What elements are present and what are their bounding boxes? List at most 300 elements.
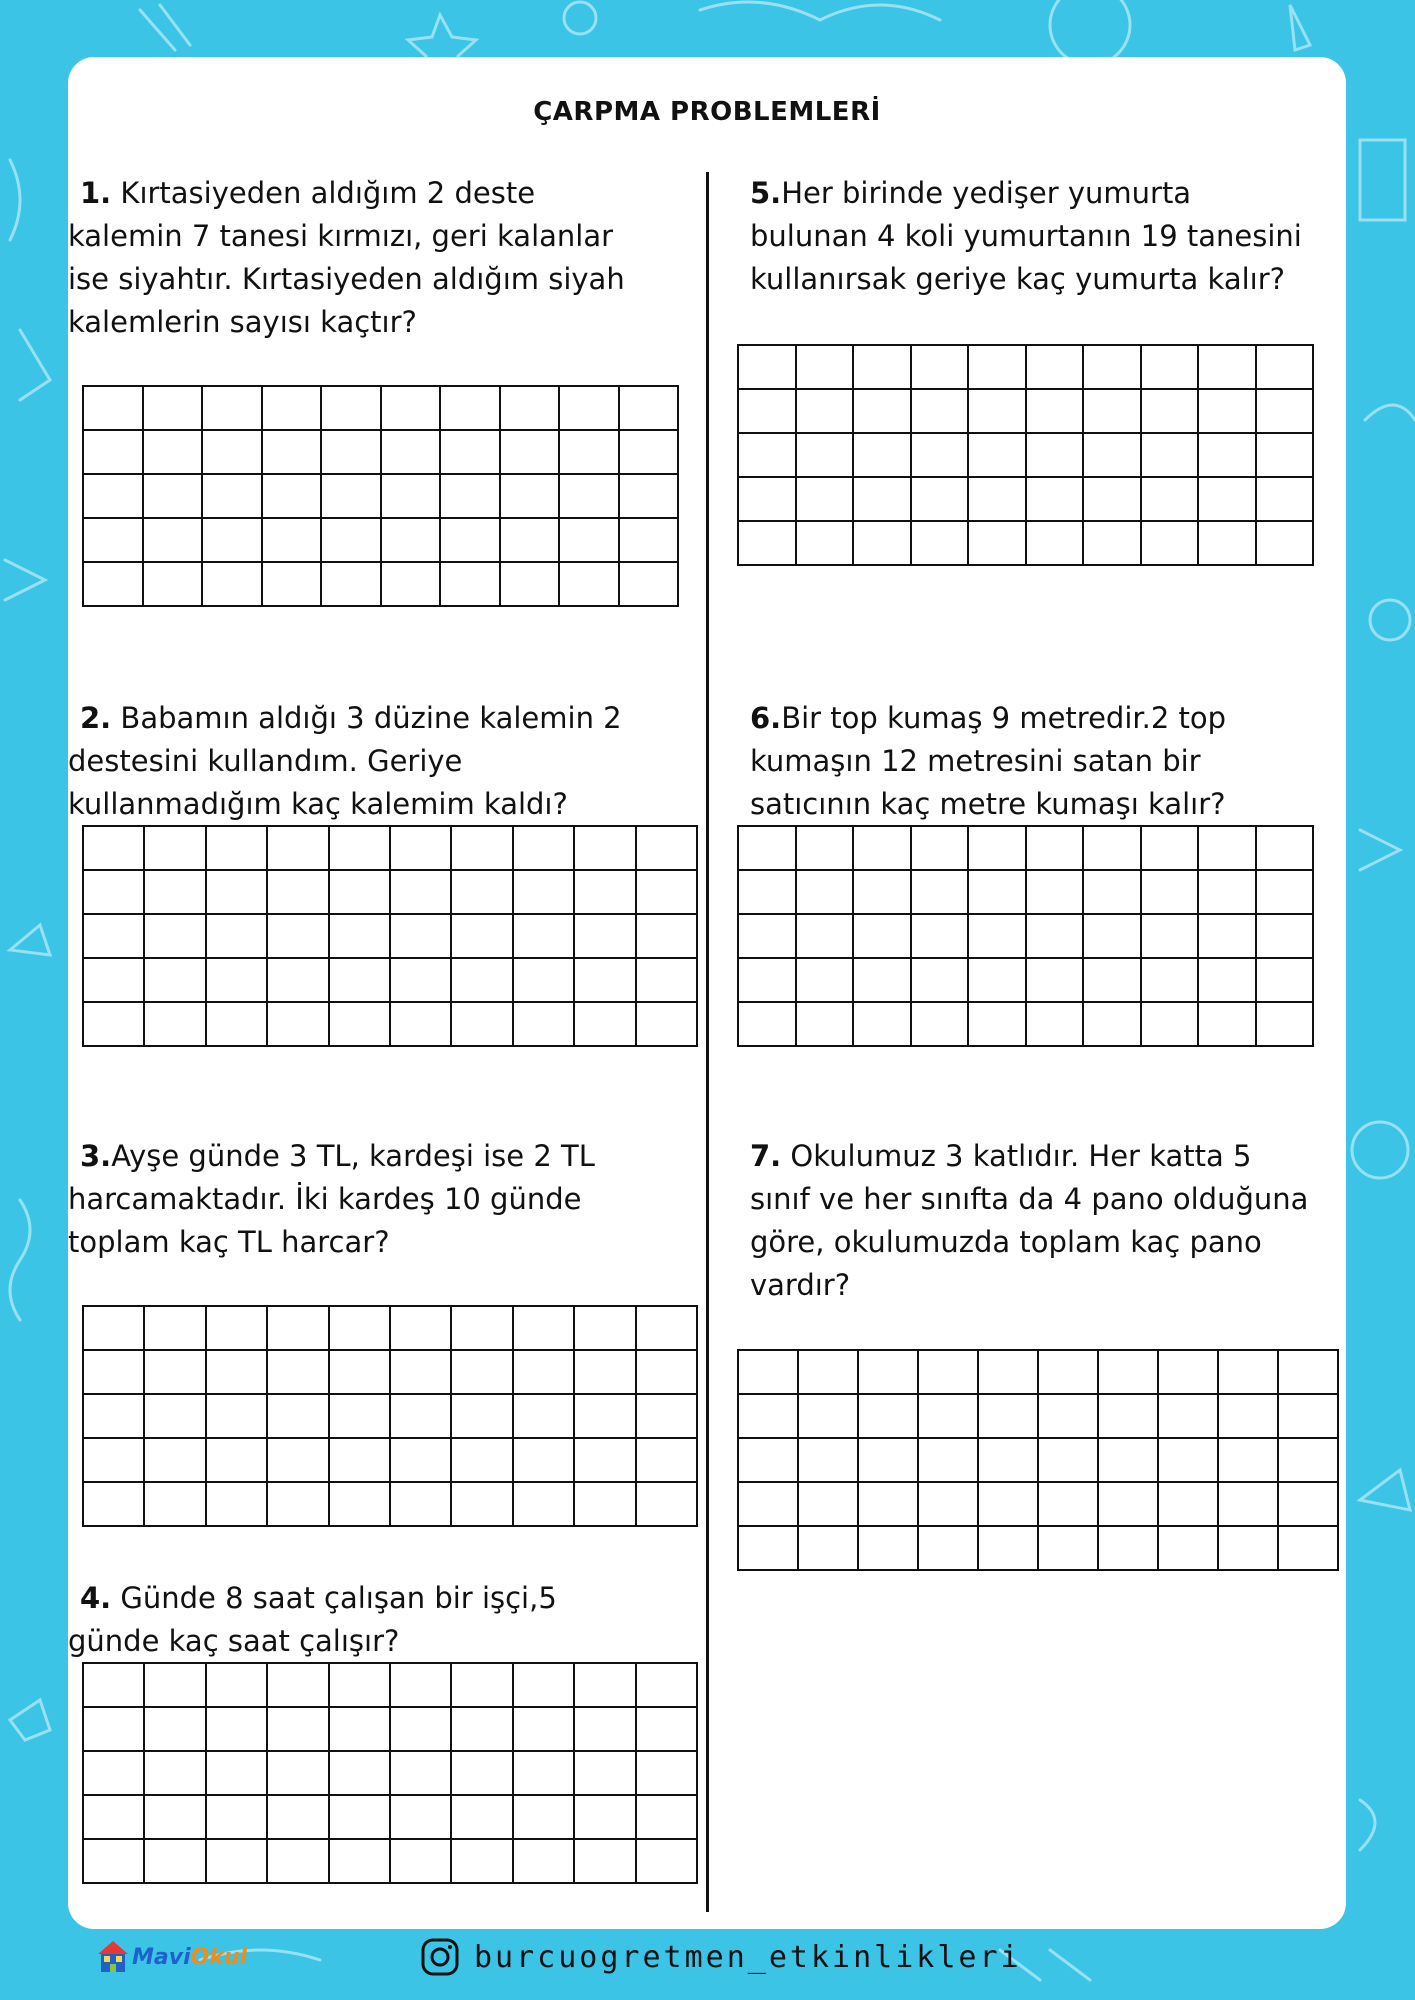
- grid-cell[interactable]: [1159, 1483, 1219, 1527]
- grid-cell[interactable]: [575, 1307, 636, 1351]
- grid-cell[interactable]: [145, 1307, 206, 1351]
- grid-cell[interactable]: [575, 1752, 636, 1796]
- grid-cell[interactable]: [854, 434, 912, 478]
- answer-grid-3[interactable]: [82, 1305, 698, 1527]
- grid-cell[interactable]: [575, 959, 636, 1003]
- grid-cell[interactable]: [268, 827, 329, 871]
- grid-cell[interactable]: [322, 475, 382, 519]
- grid-cell[interactable]: [575, 1003, 636, 1047]
- grid-cell[interactable]: [514, 915, 575, 959]
- grid-cell[interactable]: [391, 1003, 452, 1047]
- grid-cell[interactable]: [1084, 915, 1142, 959]
- grid-cell[interactable]: [263, 519, 323, 563]
- answer-grid-2[interactable]: [82, 825, 698, 1047]
- grid-cell[interactable]: [501, 431, 561, 475]
- grid-cell[interactable]: [919, 1439, 979, 1483]
- grid-cell[interactable]: [739, 1351, 799, 1395]
- grid-cell[interactable]: [145, 1483, 206, 1527]
- grid-cell[interactable]: [739, 915, 797, 959]
- grid-cell[interactable]: [575, 1483, 636, 1527]
- grid-cell[interactable]: [797, 871, 855, 915]
- grid-cell[interactable]: [330, 1840, 391, 1884]
- grid-cell[interactable]: [979, 1439, 1039, 1483]
- grid-cell[interactable]: [797, 915, 855, 959]
- grid-cell[interactable]: [1199, 522, 1257, 566]
- grid-cell[interactable]: [330, 1664, 391, 1708]
- grid-cell[interactable]: [912, 434, 970, 478]
- grid-cell[interactable]: [919, 1483, 979, 1527]
- grid-cell[interactable]: [452, 1796, 513, 1840]
- answer-grid-1[interactable]: [82, 385, 679, 607]
- grid-cell[interactable]: [268, 959, 329, 1003]
- grid-cell[interactable]: [145, 1351, 206, 1395]
- grid-cell[interactable]: [144, 475, 204, 519]
- grid-cell[interactable]: [637, 827, 698, 871]
- grid-cell[interactable]: [207, 827, 268, 871]
- grid-cell[interactable]: [575, 915, 636, 959]
- answer-grid-5[interactable]: [737, 344, 1314, 566]
- grid-cell[interactable]: [514, 1483, 575, 1527]
- grid-cell[interactable]: [263, 431, 323, 475]
- grid-cell[interactable]: [799, 1483, 859, 1527]
- grid-cell[interactable]: [452, 1439, 513, 1483]
- grid-cell[interactable]: [514, 1752, 575, 1796]
- grid-cell[interactable]: [452, 1395, 513, 1439]
- grid-cell[interactable]: [268, 1752, 329, 1796]
- grid-cell[interactable]: [854, 522, 912, 566]
- grid-cell[interactable]: [84, 475, 144, 519]
- grid-cell[interactable]: [575, 1351, 636, 1395]
- grid-cell[interactable]: [1142, 871, 1200, 915]
- grid-cell[interactable]: [263, 475, 323, 519]
- grid-cell[interactable]: [1199, 434, 1257, 478]
- grid-cell[interactable]: [207, 1003, 268, 1047]
- grid-cell[interactable]: [84, 1840, 145, 1884]
- grid-cell[interactable]: [1279, 1439, 1339, 1483]
- grid-cell[interactable]: [1279, 1351, 1339, 1395]
- grid-cell[interactable]: [382, 387, 442, 431]
- grid-cell[interactable]: [1142, 390, 1200, 434]
- grid-cell[interactable]: [854, 827, 912, 871]
- grid-cell[interactable]: [452, 915, 513, 959]
- grid-cell[interactable]: [979, 1351, 1039, 1395]
- answer-grid-7[interactable]: [737, 1349, 1339, 1571]
- grid-cell[interactable]: [912, 827, 970, 871]
- grid-cell[interactable]: [207, 1796, 268, 1840]
- grid-cell[interactable]: [84, 1307, 145, 1351]
- grid-cell[interactable]: [322, 519, 382, 563]
- grid-cell[interactable]: [854, 346, 912, 390]
- grid-cell[interactable]: [859, 1395, 919, 1439]
- grid-cell[interactable]: [330, 1752, 391, 1796]
- grid-cell[interactable]: [441, 431, 501, 475]
- grid-cell[interactable]: [268, 1840, 329, 1884]
- grid-cell[interactable]: [969, 827, 1027, 871]
- grid-cell[interactable]: [1027, 434, 1085, 478]
- grid-cell[interactable]: [1099, 1483, 1159, 1527]
- grid-cell[interactable]: [1039, 1395, 1099, 1439]
- grid-cell[interactable]: [979, 1527, 1039, 1571]
- grid-cell[interactable]: [637, 1708, 698, 1752]
- grid-cell[interactable]: [441, 387, 501, 431]
- grid-cell[interactable]: [514, 1439, 575, 1483]
- grid-cell[interactable]: [391, 1708, 452, 1752]
- grid-cell[interactable]: [1039, 1439, 1099, 1483]
- grid-cell[interactable]: [207, 1664, 268, 1708]
- grid-cell[interactable]: [391, 1752, 452, 1796]
- grid-cell[interactable]: [1084, 871, 1142, 915]
- grid-cell[interactable]: [452, 871, 513, 915]
- grid-cell[interactable]: [1257, 827, 1315, 871]
- grid-cell[interactable]: [84, 1395, 145, 1439]
- grid-cell[interactable]: [919, 1351, 979, 1395]
- grid-cell[interactable]: [969, 434, 1027, 478]
- grid-cell[interactable]: [1084, 522, 1142, 566]
- grid-cell[interactable]: [799, 1527, 859, 1571]
- grid-cell[interactable]: [84, 1664, 145, 1708]
- grid-cell[interactable]: [203, 519, 263, 563]
- grid-cell[interactable]: [268, 1664, 329, 1708]
- grid-cell[interactable]: [382, 563, 442, 607]
- grid-cell[interactable]: [145, 1439, 206, 1483]
- grid-cell[interactable]: [1084, 346, 1142, 390]
- grid-cell[interactable]: [203, 431, 263, 475]
- grid-cell[interactable]: [979, 1483, 1039, 1527]
- grid-cell[interactable]: [912, 915, 970, 959]
- grid-cell[interactable]: [84, 1003, 145, 1047]
- grid-cell[interactable]: [739, 522, 797, 566]
- grid-cell[interactable]: [1199, 827, 1257, 871]
- grid-cell[interactable]: [501, 563, 561, 607]
- grid-cell[interactable]: [1027, 1003, 1085, 1047]
- grid-cell[interactable]: [739, 827, 797, 871]
- grid-cell[interactable]: [322, 563, 382, 607]
- grid-cell[interactable]: [854, 871, 912, 915]
- grid-cell[interactable]: [330, 1708, 391, 1752]
- grid-cell[interactable]: [330, 1483, 391, 1527]
- grid-cell[interactable]: [1039, 1527, 1099, 1571]
- grid-cell[interactable]: [330, 959, 391, 1003]
- grid-cell[interactable]: [1027, 959, 1085, 1003]
- grid-cell[interactable]: [575, 1439, 636, 1483]
- grid-cell[interactable]: [1219, 1439, 1279, 1483]
- grid-cell[interactable]: [575, 827, 636, 871]
- grid-cell[interactable]: [1142, 959, 1200, 1003]
- grid-cell[interactable]: [637, 1351, 698, 1395]
- grid-cell[interactable]: [739, 1527, 799, 1571]
- grid-cell[interactable]: [330, 1003, 391, 1047]
- answer-grid-4[interactable]: [82, 1662, 698, 1884]
- grid-cell[interactable]: [739, 871, 797, 915]
- grid-cell[interactable]: [145, 1003, 206, 1047]
- grid-cell[interactable]: [441, 475, 501, 519]
- grid-cell[interactable]: [1279, 1527, 1339, 1571]
- grid-cell[interactable]: [207, 959, 268, 1003]
- grid-cell[interactable]: [501, 519, 561, 563]
- grid-cell[interactable]: [84, 1483, 145, 1527]
- grid-cell[interactable]: [207, 1840, 268, 1884]
- grid-cell[interactable]: [145, 1840, 206, 1884]
- grid-cell[interactable]: [1039, 1351, 1099, 1395]
- grid-cell[interactable]: [1159, 1527, 1219, 1571]
- grid-cell[interactable]: [1142, 827, 1200, 871]
- grid-cell[interactable]: [969, 346, 1027, 390]
- grid-cell[interactable]: [330, 1796, 391, 1840]
- grid-cell[interactable]: [560, 563, 620, 607]
- grid-cell[interactable]: [1027, 390, 1085, 434]
- grid-cell[interactable]: [1099, 1395, 1159, 1439]
- grid-cell[interactable]: [859, 1351, 919, 1395]
- grid-cell[interactable]: [1257, 434, 1315, 478]
- grid-cell[interactable]: [637, 1483, 698, 1527]
- grid-cell[interactable]: [739, 1439, 799, 1483]
- grid-cell[interactable]: [84, 387, 144, 431]
- grid-cell[interactable]: [207, 915, 268, 959]
- grid-cell[interactable]: [912, 478, 970, 522]
- grid-cell[interactable]: [452, 1752, 513, 1796]
- grid-cell[interactable]: [514, 1664, 575, 1708]
- grid-cell[interactable]: [1257, 390, 1315, 434]
- grid-cell[interactable]: [452, 1307, 513, 1351]
- grid-cell[interactable]: [1084, 434, 1142, 478]
- grid-cell[interactable]: [854, 915, 912, 959]
- grid-cell[interactable]: [207, 1483, 268, 1527]
- grid-cell[interactable]: [912, 390, 970, 434]
- grid-cell[interactable]: [797, 522, 855, 566]
- grid-cell[interactable]: [207, 1439, 268, 1483]
- grid-cell[interactable]: [1142, 478, 1200, 522]
- grid-cell[interactable]: [268, 1003, 329, 1047]
- grid-cell[interactable]: [514, 1351, 575, 1395]
- grid-cell[interactable]: [391, 1664, 452, 1708]
- grid-cell[interactable]: [797, 827, 855, 871]
- grid-cell[interactable]: [330, 1395, 391, 1439]
- grid-cell[interactable]: [330, 1351, 391, 1395]
- grid-cell[interactable]: [854, 959, 912, 1003]
- grid-cell[interactable]: [84, 431, 144, 475]
- grid-cell[interactable]: [739, 434, 797, 478]
- grid-cell[interactable]: [969, 871, 1027, 915]
- grid-cell[interactable]: [441, 563, 501, 607]
- grid-cell[interactable]: [969, 478, 1027, 522]
- grid-cell[interactable]: [330, 827, 391, 871]
- grid-cell[interactable]: [391, 1439, 452, 1483]
- grid-cell[interactable]: [441, 519, 501, 563]
- grid-cell[interactable]: [1257, 1003, 1315, 1047]
- grid-cell[interactable]: [560, 475, 620, 519]
- grid-cell[interactable]: [1159, 1439, 1219, 1483]
- grid-cell[interactable]: [969, 1003, 1027, 1047]
- grid-cell[interactable]: [514, 1708, 575, 1752]
- grid-cell[interactable]: [84, 871, 145, 915]
- grid-cell[interactable]: [263, 563, 323, 607]
- grid-cell[interactable]: [1199, 915, 1257, 959]
- grid-cell[interactable]: [1142, 434, 1200, 478]
- grid-cell[interactable]: [263, 387, 323, 431]
- grid-cell[interactable]: [969, 522, 1027, 566]
- grid-cell[interactable]: [391, 1483, 452, 1527]
- grid-cell[interactable]: [620, 387, 680, 431]
- grid-cell[interactable]: [637, 959, 698, 1003]
- grid-cell[interactable]: [1099, 1439, 1159, 1483]
- grid-cell[interactable]: [268, 1307, 329, 1351]
- grid-cell[interactable]: [575, 1664, 636, 1708]
- grid-cell[interactable]: [330, 915, 391, 959]
- grid-cell[interactable]: [207, 1708, 268, 1752]
- grid-cell[interactable]: [207, 1351, 268, 1395]
- grid-cell[interactable]: [145, 1708, 206, 1752]
- grid-cell[interactable]: [322, 387, 382, 431]
- grid-cell[interactable]: [637, 1752, 698, 1796]
- grid-cell[interactable]: [145, 871, 206, 915]
- grid-cell[interactable]: [739, 959, 797, 1003]
- grid-cell[interactable]: [637, 1307, 698, 1351]
- grid-cell[interactable]: [268, 871, 329, 915]
- grid-cell[interactable]: [203, 387, 263, 431]
- grid-cell[interactable]: [854, 1003, 912, 1047]
- grid-cell[interactable]: [1279, 1395, 1339, 1439]
- grid-cell[interactable]: [84, 1708, 145, 1752]
- grid-cell[interactable]: [391, 1840, 452, 1884]
- grid-cell[interactable]: [1257, 478, 1315, 522]
- grid-cell[interactable]: [391, 1796, 452, 1840]
- grid-cell[interactable]: [854, 390, 912, 434]
- grid-cell[interactable]: [739, 478, 797, 522]
- grid-cell[interactable]: [575, 1708, 636, 1752]
- grid-cell[interactable]: [514, 871, 575, 915]
- grid-cell[interactable]: [1279, 1483, 1339, 1527]
- grid-cell[interactable]: [797, 959, 855, 1003]
- grid-cell[interactable]: [84, 1351, 145, 1395]
- grid-cell[interactable]: [391, 871, 452, 915]
- grid-cell[interactable]: [382, 519, 442, 563]
- grid-cell[interactable]: [268, 915, 329, 959]
- grid-cell[interactable]: [799, 1439, 859, 1483]
- grid-cell[interactable]: [620, 563, 680, 607]
- grid-cell[interactable]: [145, 959, 206, 1003]
- grid-cell[interactable]: [1219, 1527, 1279, 1571]
- grid-cell[interactable]: [912, 522, 970, 566]
- grid-cell[interactable]: [560, 519, 620, 563]
- grid-cell[interactable]: [739, 1483, 799, 1527]
- grid-cell[interactable]: [514, 1840, 575, 1884]
- grid-cell[interactable]: [514, 1395, 575, 1439]
- grid-cell[interactable]: [1219, 1351, 1279, 1395]
- grid-cell[interactable]: [144, 387, 204, 431]
- grid-cell[interactable]: [207, 1307, 268, 1351]
- grid-cell[interactable]: [854, 478, 912, 522]
- grid-cell[interactable]: [637, 1664, 698, 1708]
- grid-cell[interactable]: [1084, 827, 1142, 871]
- grid-cell[interactable]: [1159, 1351, 1219, 1395]
- grid-cell[interactable]: [1159, 1395, 1219, 1439]
- grid-cell[interactable]: [452, 1840, 513, 1884]
- grid-cell[interactable]: [84, 827, 145, 871]
- grid-cell[interactable]: [620, 475, 680, 519]
- grid-cell[interactable]: [1142, 915, 1200, 959]
- grid-cell[interactable]: [1257, 346, 1315, 390]
- grid-cell[interactable]: [268, 1439, 329, 1483]
- grid-cell[interactable]: [1099, 1351, 1159, 1395]
- grid-cell[interactable]: [1084, 390, 1142, 434]
- grid-cell[interactable]: [84, 563, 144, 607]
- grid-cell[interactable]: [1084, 959, 1142, 1003]
- grid-cell[interactable]: [452, 827, 513, 871]
- grid-cell[interactable]: [919, 1527, 979, 1571]
- grid-cell[interactable]: [575, 1796, 636, 1840]
- grid-cell[interactable]: [84, 519, 144, 563]
- grid-cell[interactable]: [391, 959, 452, 1003]
- grid-cell[interactable]: [84, 1752, 145, 1796]
- grid-cell[interactable]: [637, 871, 698, 915]
- grid-cell[interactable]: [207, 871, 268, 915]
- grid-cell[interactable]: [330, 1307, 391, 1351]
- grid-cell[interactable]: [739, 1395, 799, 1439]
- grid-cell[interactable]: [1257, 959, 1315, 1003]
- grid-cell[interactable]: [452, 1708, 513, 1752]
- grid-cell[interactable]: [969, 915, 1027, 959]
- grid-cell[interactable]: [969, 390, 1027, 434]
- grid-cell[interactable]: [1027, 871, 1085, 915]
- grid-cell[interactable]: [797, 1003, 855, 1047]
- grid-cell[interactable]: [1199, 871, 1257, 915]
- grid-cell[interactable]: [620, 519, 680, 563]
- grid-cell[interactable]: [330, 871, 391, 915]
- grid-cell[interactable]: [145, 915, 206, 959]
- grid-cell[interactable]: [1257, 522, 1315, 566]
- grid-cell[interactable]: [739, 390, 797, 434]
- grid-cell[interactable]: [391, 827, 452, 871]
- grid-cell[interactable]: [797, 390, 855, 434]
- grid-cell[interactable]: [637, 915, 698, 959]
- grid-cell[interactable]: [145, 1752, 206, 1796]
- grid-cell[interactable]: [145, 827, 206, 871]
- grid-cell[interactable]: [203, 563, 263, 607]
- grid-cell[interactable]: [919, 1395, 979, 1439]
- grid-cell[interactable]: [207, 1395, 268, 1439]
- grid-cell[interactable]: [797, 434, 855, 478]
- grid-cell[interactable]: [84, 1439, 145, 1483]
- grid-cell[interactable]: [797, 478, 855, 522]
- grid-cell[interactable]: [145, 1796, 206, 1840]
- grid-cell[interactable]: [391, 1395, 452, 1439]
- grid-cell[interactable]: [1199, 959, 1257, 1003]
- grid-cell[interactable]: [144, 519, 204, 563]
- grid-cell[interactable]: [1084, 1003, 1142, 1047]
- grid-cell[interactable]: [979, 1395, 1039, 1439]
- grid-cell[interactable]: [1027, 827, 1085, 871]
- grid-cell[interactable]: [1099, 1527, 1159, 1571]
- grid-cell[interactable]: [514, 1003, 575, 1047]
- grid-cell[interactable]: [268, 1708, 329, 1752]
- grid-cell[interactable]: [452, 1664, 513, 1708]
- grid-cell[interactable]: [1027, 346, 1085, 390]
- grid-cell[interactable]: [575, 1395, 636, 1439]
- grid-cell[interactable]: [560, 387, 620, 431]
- grid-cell[interactable]: [452, 1003, 513, 1047]
- grid-cell[interactable]: [1219, 1483, 1279, 1527]
- grid-cell[interactable]: [514, 959, 575, 1003]
- grid-cell[interactable]: [84, 959, 145, 1003]
- grid-cell[interactable]: [1027, 915, 1085, 959]
- grid-cell[interactable]: [268, 1351, 329, 1395]
- grid-cell[interactable]: [1257, 915, 1315, 959]
- grid-cell[interactable]: [382, 431, 442, 475]
- grid-cell[interactable]: [452, 1351, 513, 1395]
- grid-cell[interactable]: [1199, 346, 1257, 390]
- grid-cell[interactable]: [391, 915, 452, 959]
- grid-cell[interactable]: [912, 346, 970, 390]
